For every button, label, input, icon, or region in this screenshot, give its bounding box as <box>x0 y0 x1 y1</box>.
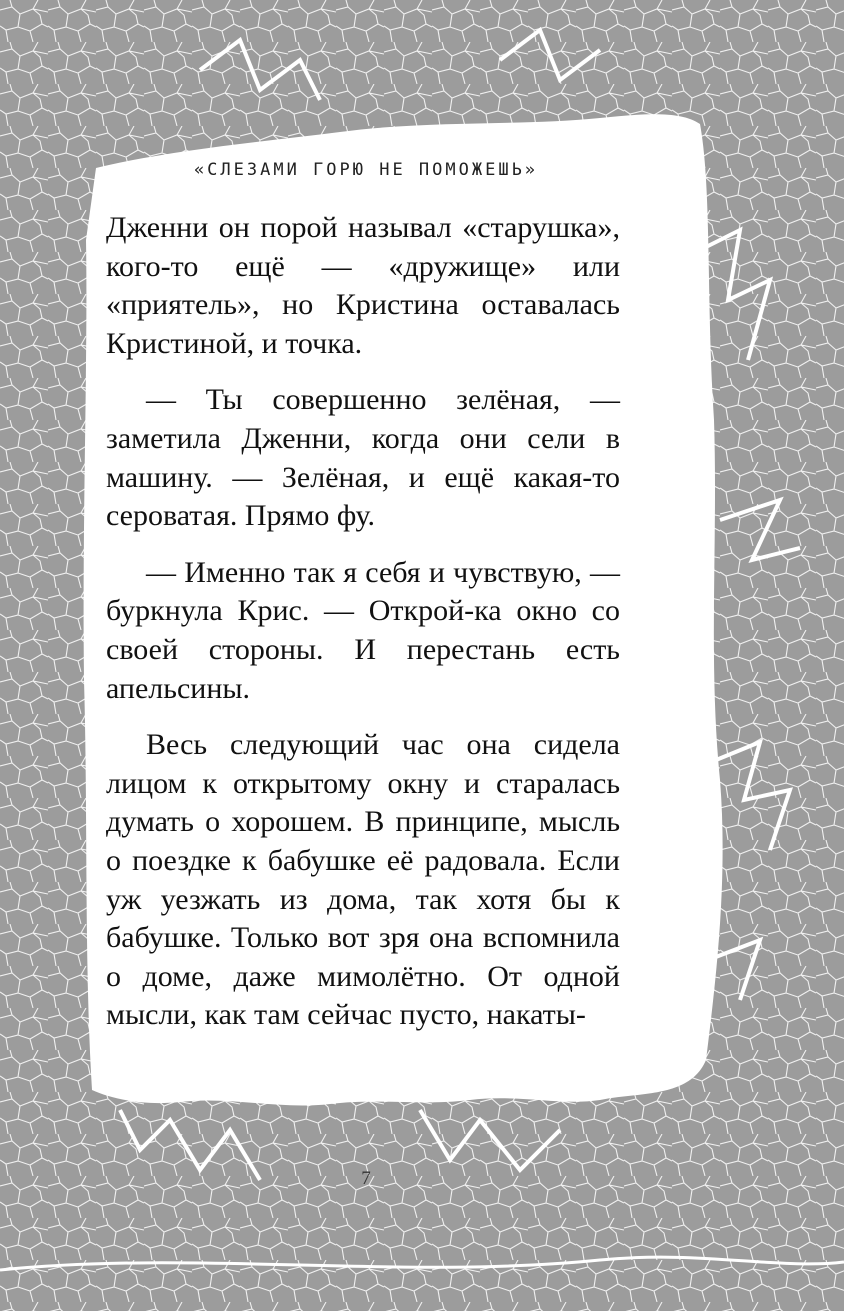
paragraph-3: — Именно так я себя и чувствую, — буркнула Крис. — Открой-ка окно со своей стороны. И перестань есть апельсины. <box>106 555 620 705</box>
running-header: «СЛЕЗАМИ ГОРЮ НЕ ПОМОЖЕШЬ» <box>193 160 539 180</box>
paragraph-1: Дженни он порой называл «старушка», кого-то ещё — «дружище» или «приятель», но Кристина оставалась Кристиной, и точка. <box>106 211 620 360</box>
page-number: 7 <box>361 1168 371 1189</box>
main-text <box>106 209 620 1053</box>
paragraph-4: Весь следующий час она сидела лицом к открытому окну и старалась думать о хорошем. В принципе, мысль о поездке к бабушке её радовала. Если уж уезжать из дома, так хотя бы к бабушке. Только вот зря она вспомнила о доме, даже мимолётно. От одной мысли, как там сейчас пусто, накаты- <box>106 728 620 1032</box>
paragraph-2: — Ты совершенно зелёная, — заметила Дженни, когда они сели в машину. — Зелёная, и ещё какая-то сероватая. Прямо фу. <box>106 383 620 533</box>
